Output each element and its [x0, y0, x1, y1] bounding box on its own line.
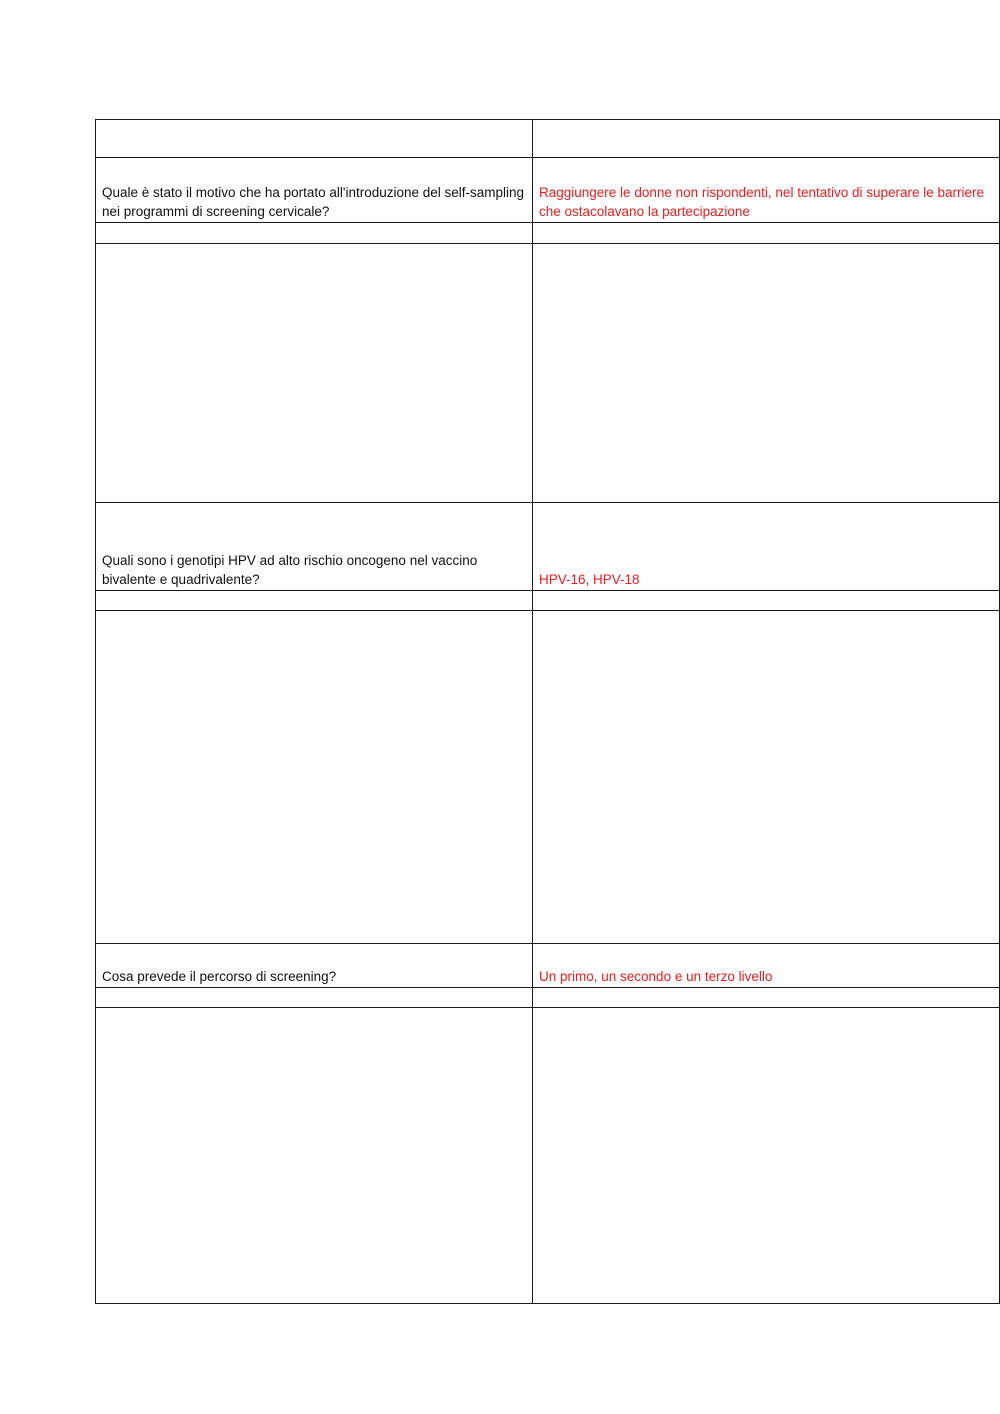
blank-cell	[96, 244, 533, 503]
question-text: Quali sono i genotipi HPV ad alto rischio oncogeno nel vaccino bivalente e quadrivalente?	[102, 553, 478, 587]
answer-cell	[533, 944, 1000, 988]
answer-cell	[533, 503, 1000, 591]
question-cell	[96, 944, 533, 988]
answer-cell	[533, 158, 1000, 223]
qa-row	[96, 158, 1000, 223]
question-cell	[96, 158, 533, 223]
question-text: Quale è stato il motivo che ha portato all'introduzione del self-sampling nei programmi di screening cervicale?	[102, 185, 525, 219]
blank-cell	[533, 244, 1000, 503]
spacer-row	[96, 591, 1000, 611]
question-text: Cosa prevede il percorso di screening?	[102, 969, 337, 984]
spacer-cell	[96, 591, 533, 611]
spacer-row	[96, 988, 1000, 1008]
header-row	[96, 120, 1000, 158]
document-sheet	[95, 119, 999, 1303]
answer-text: Raggiungere le donne non rispondenti, nel tentativo di superare le barriere che ostacolavano la partecipazione	[539, 185, 985, 219]
blank-cell	[533, 1008, 1000, 1304]
qa-row	[96, 503, 1000, 591]
blank-cell	[533, 611, 1000, 944]
spacer-cell	[96, 988, 533, 1008]
spacer-cell	[533, 591, 1000, 611]
header-cell-question	[96, 120, 533, 158]
answer-text: HPV-16, HPV-18	[539, 572, 640, 587]
blank-row	[96, 244, 1000, 503]
blank-cell	[96, 611, 533, 944]
question-cell	[96, 503, 533, 591]
blank-cell	[96, 1008, 533, 1304]
answer-text: Un primo, un secondo e un terzo livello	[539, 969, 773, 984]
spacer-cell	[533, 223, 1000, 244]
header-cell-answer	[533, 120, 1000, 158]
qa-row	[96, 944, 1000, 988]
blank-row	[96, 1008, 1000, 1304]
spacer-row	[96, 223, 1000, 244]
spacer-cell	[533, 988, 1000, 1008]
blank-row	[96, 611, 1000, 944]
spacer-cell	[96, 223, 533, 244]
qa-table	[95, 119, 1000, 1304]
